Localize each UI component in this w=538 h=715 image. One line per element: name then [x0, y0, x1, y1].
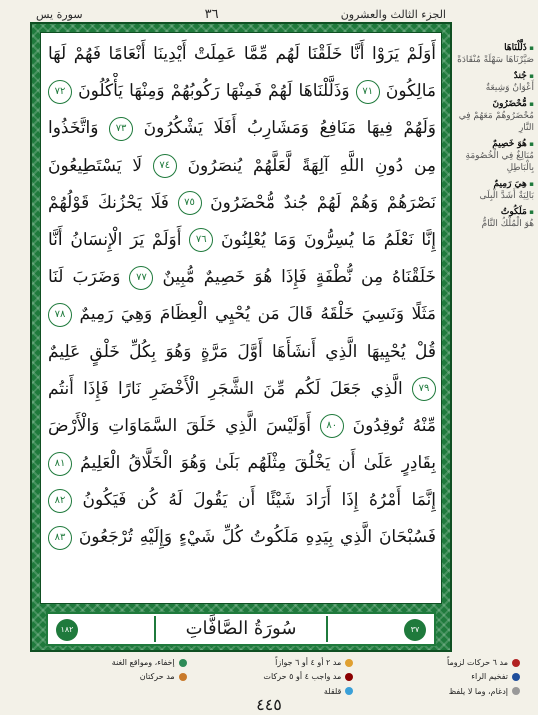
- verse-line: [48, 482, 436, 519]
- glossary-definition: مُبَالِغٌ فِي الْخُصُومَةِ بِالْبَاطِلِ: [465, 151, 534, 173]
- glossary-entry: [456, 42, 534, 66]
- glossary-word: ▪ ذَلَّلْنَاهَا: [504, 43, 534, 53]
- legend-color-swatch: [179, 673, 187, 681]
- legend-label: إخفاء، ومواقع الغنة: [111, 658, 175, 668]
- verse-text: مِن دُونِ اللَّهِ آلِهَةً لَّعَلَّهُمْ يُنصَرُونَ: [187, 155, 436, 176]
- verse-line: [48, 222, 436, 259]
- verse-text: وَاتَّخَذُوا: [48, 118, 99, 139]
- ayah-marker: ٧٤: [153, 154, 177, 178]
- ayah-marker: ٨٢: [48, 489, 72, 513]
- verse-text: فَسُبْحَانَ الَّذِي بِيَدِهِ مَلَكُوتُ كُلِّ شَيْءٍ وَإِلَيْهِ تُرْجَعُونَ: [78, 527, 436, 548]
- legend-item: [20, 671, 187, 682]
- verse-line: [48, 519, 436, 556]
- verse-text: وَلَهُمْ فِيهَا مَنَافِعُ وَمَشَارِبُ أَفَلَا يَشْكُرُونَ: [143, 118, 436, 139]
- verse-line: [48, 259, 436, 296]
- ayah-marker: ٨١: [48, 452, 72, 476]
- legend-label: إدغام، وما لا يلفظ: [448, 686, 508, 696]
- verse-text: بِقَادِرٍ عَلَىٰ أَن يَخْلُقَ مِثْلَهُم بَلَىٰ وَهُوَ الْخَلَّاقُ الْعَلِيمُ: [80, 453, 436, 474]
- verse-text: مِّنْهُ تُوقِدُونَ: [352, 415, 436, 436]
- legend-label: مد ٢ أو ٤ أو ٦ جوازاً: [275, 658, 342, 668]
- verse-line: [48, 557, 436, 594]
- legend-label: تفخيم الراء: [471, 672, 508, 682]
- ayah-marker: ٧٥: [178, 191, 202, 215]
- verse-text: مَثَلًا وَنَسِيَ خَلْقَهُ قَالَ مَن يُحْيِي الْعِظَامَ وَهِيَ رَمِيمٌ: [79, 304, 436, 325]
- ayah-marker: ٨٠: [320, 414, 344, 438]
- legend-item: [353, 657, 520, 668]
- ayah-marker: ٧٦: [189, 228, 213, 252]
- verse-text: خَلَقْنَاهُ مِن نُّطْفَةٍ فَإِذَا هُوَ خَصِيمٌ مُّبِينٌ: [162, 267, 436, 288]
- glossary-entry: [456, 206, 534, 230]
- legend-color-swatch: [512, 673, 520, 681]
- verse-line: [48, 371, 436, 408]
- verse-text: لَا يَسْتَطِيعُونَ: [48, 155, 143, 176]
- page-number: ٤٤٥: [256, 695, 282, 714]
- surah-name: سورة يس: [36, 7, 83, 21]
- glossary-entry: [456, 70, 534, 94]
- glossary-entry: [456, 138, 534, 174]
- tajweed-legend: [20, 657, 520, 697]
- verse-line: [48, 110, 436, 147]
- glossary-sidebar: [456, 42, 534, 234]
- verse-line: [48, 408, 436, 445]
- ayah-marker: ٧٢: [48, 80, 72, 104]
- verse-text: الَّذِي جَعَلَ لَكُم مِّنَ الشَّجَرِ الْأَخْضَرِ نَارًا فَإِذَا أَنتُم: [48, 378, 403, 399]
- legend-item: [187, 657, 354, 668]
- ayah-marker: ٧٧: [129, 266, 153, 290]
- verse-text: إِنَّا نَعْلَمُ مَا يُسِرُّونَ وَمَا يُعْلِنُونَ: [220, 229, 436, 250]
- glossary-definition: صَيَّرْنَاهَا سَهْلَةً مُنْقَادَةً: [457, 55, 534, 65]
- surah-seal-right: ٣٧: [404, 619, 426, 641]
- verse-text: إِنَّمَا أَمْرُهُ إِذَا أَرَادَ شَيْئًا أَن يَقُولَ لَهُ كُن فَيَكُونُ: [82, 490, 436, 511]
- verse-text: أَوَلَمْ يَرَ الْإِنسَانُ أَنَّا: [48, 229, 182, 250]
- glossary-word: ▪ مُّحْضَرُونَ: [492, 99, 534, 109]
- surah-title: سُورَةُ الصَّافَّاتِ: [154, 616, 329, 642]
- page-header: [36, 6, 446, 22]
- glossary-definition: هُوَ الْمُلْكُ التَّامُّ: [481, 219, 534, 229]
- verse-text: مَالِكُونَ: [385, 81, 436, 102]
- glossary-word: ▪ مَلَكُوتُ: [501, 207, 534, 217]
- legend-label: قلقلة: [323, 686, 342, 696]
- verse-text: قُلْ يُحْيِيهَا الَّذِي أَنشَأَهَا أَوَّلَ مَرَّةٍ وَهُوَ بِكُلِّ خَلْقٍ عَلِيمٌ: [48, 341, 436, 362]
- verse-text: وَضَرَبَ لَنَا: [48, 267, 121, 288]
- glossary-definition: بَالِيَةٌ أَشَدَّ الْبِلَى: [479, 191, 534, 201]
- glossary-word: ▪ جُندٌ: [514, 71, 534, 81]
- verse-text: نَصْرَهُمْ وَهُمْ لَهُمْ جُندٌ مُّحْضَرُونَ: [210, 192, 436, 213]
- surah-seal-left: ١٨٢: [56, 619, 78, 641]
- verse-line: [48, 36, 436, 73]
- ayah-marker: ٧١: [356, 80, 380, 104]
- legend-item: [20, 657, 187, 668]
- glossary-entry: [456, 98, 534, 134]
- verse-line: [48, 73, 436, 110]
- glossary-word: ▪ هِيَ رَمِيمٌ: [494, 179, 534, 189]
- legend-item: [187, 671, 354, 682]
- glossary-definition: أَعْوَانٌ وَشِيعَةٌ: [485, 83, 534, 93]
- verse-line: [48, 185, 436, 222]
- verse-line: [48, 296, 436, 333]
- surah-number: ٣٦: [204, 6, 219, 22]
- glossary-word: ▪ هُوَ خَصِيمٌ: [492, 139, 534, 149]
- legend-color-swatch: [179, 659, 187, 667]
- ayah-marker: ٧٩: [412, 377, 436, 401]
- verse-text: أَوَلَمْ يَرَوْا أَنَّا خَلَقْنَا لَهُم مِّمَّا عَمِلَتْ أَيْدِينَا أَنْعَامًا فَهُمْ لَهَا: [48, 44, 436, 64]
- legend-color-swatch: [512, 659, 520, 667]
- ayah-marker: ٧٣: [109, 117, 133, 141]
- verse-lines: [48, 36, 436, 594]
- legend-item: [353, 671, 520, 682]
- legend-label: مد حركتان: [139, 672, 175, 682]
- glossary-entry: [456, 178, 534, 202]
- legend-label: مد ٦ حركات لزوماً: [447, 658, 508, 668]
- legend-color-swatch: [345, 659, 353, 667]
- legend-label: مد واجب ٤ أو ٥ حركات: [263, 672, 342, 682]
- glossary-definition: مُحْضَرُوهُمْ مَعَهُمْ فِي النَّارِ: [458, 111, 534, 133]
- legend-color-swatch: [345, 673, 353, 681]
- juz-name: الجزء الثالث والعشرون: [340, 7, 446, 21]
- verse-line: [48, 334, 436, 371]
- verse-text: وَذَلَّلْنَاهَا لَهُمْ فَمِنْهَا رَكُوبُهُمْ وَمِنْهَا يَأْكُلُونَ: [78, 81, 350, 102]
- ayah-marker: ٧٨: [48, 303, 72, 327]
- verse-text: فَلَا يَحْزُنكَ قَوْلُهُمْ: [48, 192, 169, 213]
- verse-text: أَوَلَيْسَ الَّذِي خَلَقَ السَّمَاوَاتِ وَالْأَرْضَ: [48, 415, 311, 436]
- ayah-marker: ٨٣: [48, 526, 72, 550]
- verse-line: [48, 148, 436, 185]
- surah-banner: [46, 612, 436, 646]
- verse-line: [48, 445, 436, 482]
